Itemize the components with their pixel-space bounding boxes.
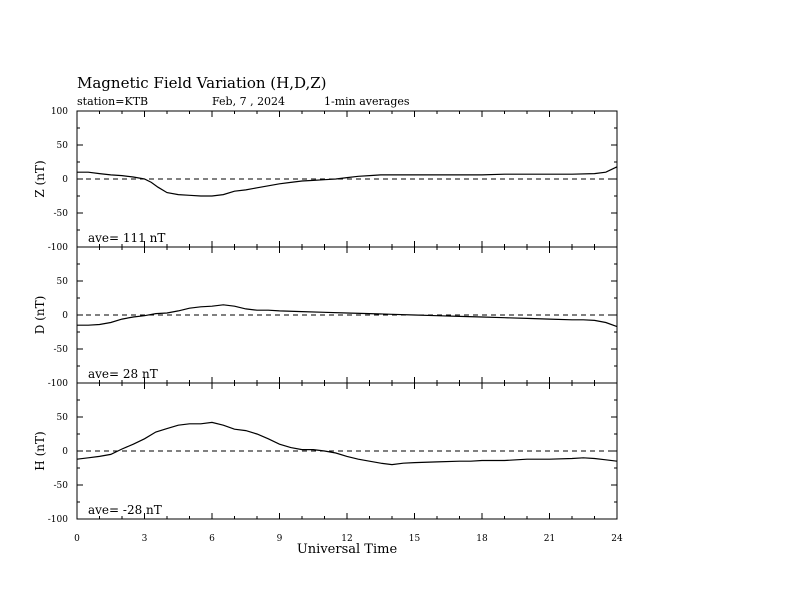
z-series-line: [77, 167, 617, 196]
z-y-tick-label: -100: [47, 243, 68, 253]
z-y-tick-label: 100: [50, 107, 68, 117]
x-tick-label: 9: [276, 534, 283, 544]
chart-title: Magnetic Field Variation (H,D,Z): [77, 74, 327, 92]
h-y-tick-label: -50: [53, 481, 68, 491]
x-axis-label: Universal Time: [296, 542, 398, 557]
h-series-line: [77, 422, 617, 464]
d-y-tick-label: 50: [56, 277, 68, 287]
x-tick-label: 6: [209, 534, 215, 544]
x-tick-label: 21: [543, 534, 556, 544]
d-series-line: [77, 305, 617, 327]
x-tick-label: 24: [611, 534, 623, 544]
z-y-axis-label: Z (nT): [33, 160, 47, 198]
h-y-tick-label: 50: [56, 413, 68, 423]
x-tick-label: 3: [141, 534, 148, 544]
z-y-tick-label: 50: [56, 141, 68, 151]
h-y-axis-label: H (nT): [33, 431, 47, 471]
h-y-tick-label: 0: [62, 447, 68, 457]
h-average-annotation: ave= -28 nT: [88, 503, 162, 517]
d-y-axis-label: D (nT): [33, 295, 47, 335]
d-average-annotation: ave= 28 nT: [88, 367, 158, 381]
d-y-tick-label: -50: [53, 345, 68, 355]
x-tick-label: 12: [341, 534, 353, 544]
d-y-tick-label: -100: [47, 379, 68, 389]
date-label: Feb, 7 , 2024: [212, 95, 286, 108]
x-tick-label: 15: [408, 534, 421, 544]
x-tick-label: 0: [74, 534, 80, 544]
d-y-tick-label: 0: [62, 311, 68, 321]
x-tick-label: 18: [476, 534, 488, 544]
station-label: station=KTB: [77, 95, 149, 108]
z-y-tick-label: 0: [62, 175, 68, 185]
z-average-annotation: ave= 111 nT: [88, 231, 166, 245]
averaging-label: 1-min averages: [324, 95, 410, 108]
z-y-tick-label: -50: [53, 209, 68, 219]
h-y-tick-label: -100: [47, 515, 68, 525]
